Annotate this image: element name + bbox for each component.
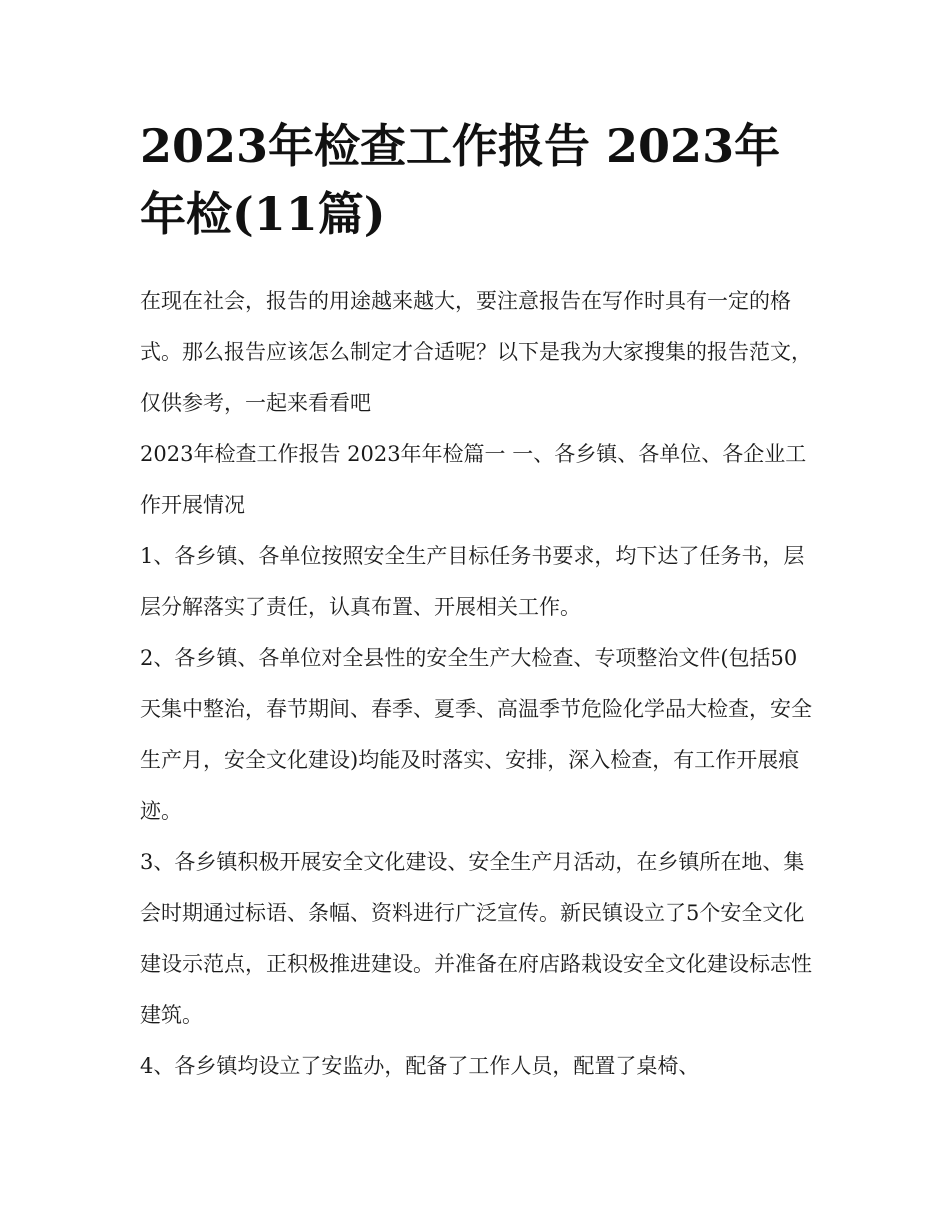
paragraph-item-4: 4、各乡镇均设立了安监办，配备了工作人员，配置了桌椅、	[140, 1054, 700, 1078]
document-body	[140, 276, 816, 1092]
document-title: 2023年检查工作报告 2023年年检(11篇)	[140, 119, 781, 241]
paragraph-intro: 在现在社会，报告的用途越来越大，要注意报告在写作时具有一定的格式。那么报告应该怎么制定才合适呢？以下是我为大家搜集的报告范文，仅供参考，一起来看看吧	[140, 289, 812, 415]
paragraph-item-3: 3、各乡镇积极开展安全文化建设、安全生产月活动，在乡镇所在地、集会时期通过标语、条幅、资料进行广泛宣传。新民镇设立了5个安全文化建设示范点，正积极推进建设。并准备在府店路栽设安全文化建设标志性建筑。	[140, 850, 812, 1027]
paragraph-section-heading: 2023年检查工作报告 2023年年检篇一 一、各乡镇、各单位、各企业工作开展情况	[140, 442, 807, 517]
paragraph-item-2: 2、各乡镇、各单位对全县性的安全生产大检查、专项整治文件(包括50天集中整治，春节期间、春季、夏季、高温季节危险化学品大检查，安全生产月，安全文化建设)均能及时落实、安排，深入检查，有工作开展痕迹。	[140, 646, 812, 823]
paragraph-item-1: 1、各乡镇、各单位按照安全生产目标任务书要求，均下达了任务书，层层分解落实了责任，认真布置、开展相关工作。	[140, 544, 805, 619]
